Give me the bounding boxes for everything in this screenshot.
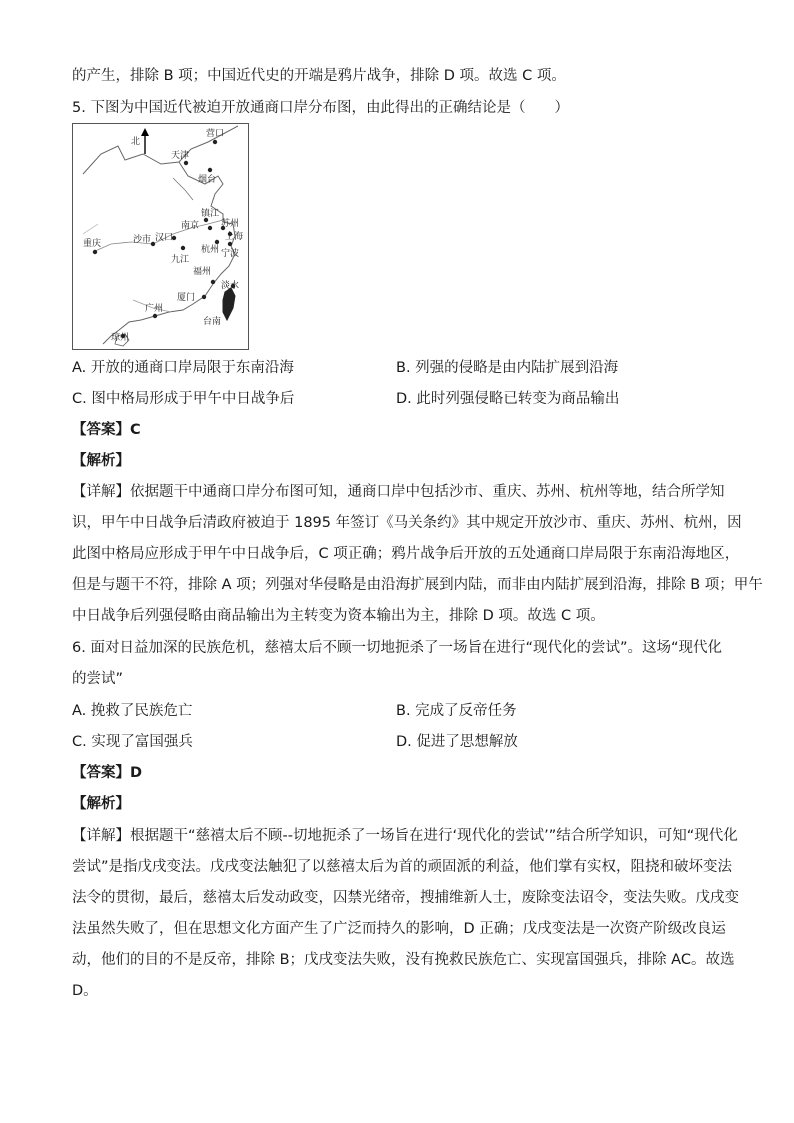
north-label: 北 [131,137,141,147]
svg-text:烟台: 烟台 [198,175,217,185]
treaty-ports-map [72,123,249,350]
svg-text:九江: 九江 [171,255,190,265]
svg-text:南京: 南京 [181,221,200,231]
q6-option-c: C. 实现了富国强兵 [72,734,193,750]
svg-text:厦门: 厦门 [177,293,196,303]
svg-text:福州: 福州 [193,267,212,277]
q6-detail-line-4: 法虽然失败了，但在思想文化方面产生了广泛而持久的影响，D 正确；戊戌变法是一次资产阶级改良运 [72,921,726,937]
svg-text:重庆: 重庆 [83,239,102,249]
q6-option-a: A. 挽救了民族危亡 [72,703,193,719]
question-6-stem-line-2: 的尝试” [72,671,124,687]
city-jiujiang [171,246,189,265]
svg-text:天津: 天津 [171,151,190,161]
q5-detail-line-1: 【详解】依据题干中通商口岸分布图可知，通商口岸中包括沙市、重庆、苏州、杭州等地，结合所学知 [72,484,725,500]
q5-option-b: B. 列强的侵略是由内陆扩展到沿海 [396,360,619,376]
q6-detail-line-3: 法令的贯彻，最后，慈禧太后发动政变，囚禁光绪帝，搜捕维新人士，废除变法诏令，变法失败。戊戌变 [72,890,739,906]
city-tainan [203,308,227,327]
q5-detail-line-5: 中日战争后列强侵略由商品输出为主转变为资本输出为主，排除 D 项。故选 C 项。 [72,608,605,624]
q6-answer: 【答案】D [72,765,143,781]
svg-text:广州: 广州 [145,304,164,314]
q5-detail-line-2: 识，甲午中日战争后清政府被迫于 1895 年签订《马关条约》其中规定开放沙市、重庆、苏州、杭州，因 [72,515,742,531]
city-suzhou [221,217,239,230]
north-arrow-icon [131,128,149,154]
city-hangzhou [201,240,219,255]
q6-detail-line-6: D。 [72,983,98,999]
svg-text:杭州: 杭州 [201,245,220,255]
svg-text:宁波: 宁波 [221,249,240,259]
city-chongqing [83,237,101,254]
city-danshui [221,279,239,291]
q5-detail-line-4: 但是与题干不符，排除 A 项；列强对华侵略是由沿海扩展到内陆，而非由内陆扩展到沿海，排除 B 项；甲午 [72,577,763,593]
svg-text:苏州: 苏州 [221,219,240,229]
city-ningbo [221,242,239,259]
city-fuzhou [193,265,215,284]
q6-analysis-heading: 【解析】 [72,796,130,812]
svg-text:上海: 上海 [225,232,244,242]
city-shashi [133,233,155,246]
q5-option-c: C. 图中格局形成于甲午中日战争后 [72,391,295,407]
svg-text:营口: 营口 [206,129,225,139]
svg-text:沙市: 沙市 [133,235,152,245]
q6-option-d: D. 促进了思想解放 [396,734,518,750]
city-shanghai [225,230,243,242]
question-5-stem: 5. 下图为中国近代被迫开放通商口岸分布图，由此得出的正确结论是（ ） [72,100,569,116]
q5-option-a: A. 开放的通商口岸局限于东南沿海 [72,360,294,376]
q5-detail-line-3: 此图中格局应形成于甲午中日战争后，C 项正确；鸦片战争后开放的五处通商口岸局限于东南沿海地区， [72,546,740,562]
city-xiamen [177,291,206,303]
svg-text:镇江: 镇江 [201,209,220,219]
q5-answer: 【答案】C [72,422,141,438]
q5-analysis-heading: 【解析】 [72,453,130,469]
svg-text:淡水: 淡水 [221,281,240,291]
city-yantai [198,168,216,185]
q5-option-d: D. 此时列强侵略已转变为商品输出 [396,391,620,407]
q6-detail-line-1: 【详解】根据题干“慈禧太后不顾--切地扼杀了一场旨在进行‘现代化的尝试’”结合所学知识，可知“现代化 [72,828,738,844]
city-zhenjiang [201,207,219,222]
svg-text:汉口: 汉口 [155,233,174,243]
svg-text:琼州: 琼州 [111,333,130,343]
q6-detail-line-2: 尝试”是指戊戌变法。戊戌变法触犯了以慈禧太后为首的顽固派的利益，他们掌有实权，阻挠和破坏变法 [72,859,733,875]
previous-answer-tail: 的产生，排除 B 项；中国近代史的开端是鸦片战争，排除 D 项。故选 C 项。 [72,68,566,84]
q6-option-b: B. 完成了反帝任务 [396,703,517,719]
svg-text:台南: 台南 [203,317,222,327]
question-6-stem-line-1: 6. 面对日益加深的民族危机，慈禧太后不顾一切地扼杀了一场旨在进行“现代化的尝试”。这场“现代化 [72,640,722,656]
q6-detail-line-5: 动，他们的目的不是反帝，排除 B；戊戌变法失败，没有挽救民族危亡、实现富国强兵，排除 AC。故选 [72,952,735,968]
city-qiongzhou [111,331,129,343]
city-guangzhou [145,302,163,318]
